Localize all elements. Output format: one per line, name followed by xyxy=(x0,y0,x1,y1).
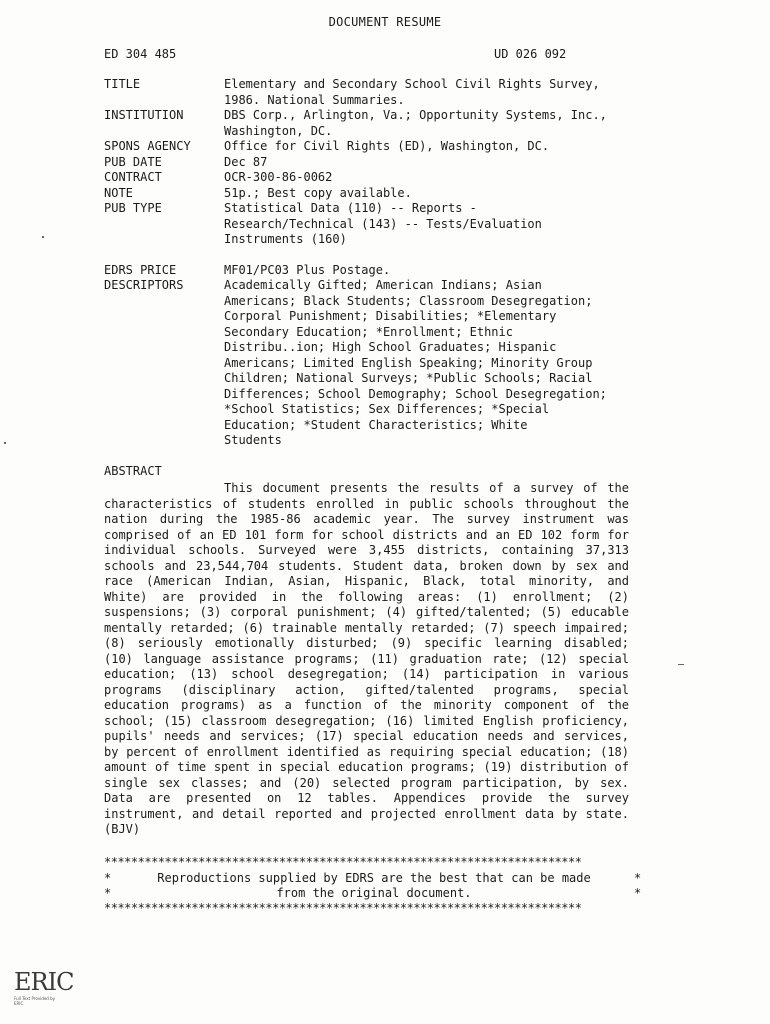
eric-logo xyxy=(14,968,74,1006)
ed-number: ED 304 485 xyxy=(104,47,177,61)
field-row-descriptors xyxy=(104,278,644,449)
field-row-institution xyxy=(104,108,644,139)
field-row-title xyxy=(104,77,644,108)
field-label: EDRS PRICE xyxy=(104,262,177,277)
field-row-contract xyxy=(104,170,644,186)
star-border-bottom: *********************************************************************** xyxy=(104,901,582,915)
field-row-spons-agency xyxy=(104,139,644,155)
scan-speck xyxy=(678,664,684,665)
scan-speck xyxy=(4,442,6,444)
footer-text-1: Reproductions supplied by EDRS are the best that can be made xyxy=(157,871,591,885)
field-label: PUB TYPE xyxy=(104,201,162,215)
star-mark: * xyxy=(104,871,112,885)
eric-logo-word: ERIC xyxy=(14,968,74,996)
field-row-pub-date xyxy=(104,155,644,171)
field-label: CONTRACT xyxy=(104,170,162,184)
abstract-text: This document presents the results of a survey of the characteristics of students enrolled in public schools throughout the nation during the 1985-86 academic year. The survey instrument was comprised of an ED 101 form for school districts and an ED 102 form for individual schools. Surveyed were 3,455 districts, containing 37,313 schools and 23,544,704 students. Student data, broken down by sex and race (American Indian, Asian, Hispanic, Black, total minority, and White) are provided in the following areas: (1) enrollment; (2) suspensions; (3) corporal punishment; (4) gifted/talented; (5) educable mentally retarded; (6) trainable mentally retarded; (7) speech impaired; (8) seriously emotionally disturbed; (9) specific learning disabled; (10) language assistance programs; (11) graduation rate; (12) special education; (13) school desegregation; (14) participation in various programs (disciplinary action, gifted/talented programs, special education programs) as a function of the minority component of the school; (15) classroom desegregation; (16) limited English proficiency, pupils' needs and services; (17) special education needs and services, by percent of enrollment identified as requiring special education; (18) amount of time spent in special education programs; (19) distribution of single sex classes; and (20) selected program participation, by sex. Data are presented on 12 tables. Appendices provide the survey instrument, and detail reported and projected enrollment data by state. (BJV) xyxy=(104,481,629,836)
spacer xyxy=(104,248,644,263)
field-value: OCR-300-86-0062 xyxy=(224,170,333,184)
field-label: SPONS AGENCY xyxy=(104,139,191,153)
footer-text-2: from the original document. xyxy=(276,886,472,900)
star-mark: * xyxy=(634,871,642,885)
field-row-note xyxy=(104,186,644,202)
field-value: Elementary and Secondary School Civil Rights Survey, 1986. National Summaries. xyxy=(224,77,600,107)
field-value: DBS Corp., Arlington, Va.; Opportunity Systems, Inc., Washington, DC. xyxy=(224,108,607,138)
field-row-pub-type xyxy=(104,201,644,248)
page-title: DOCUMENT RESUME xyxy=(328,15,442,29)
eric-logo-subtitle: Full Text Provided by ERIC xyxy=(14,996,56,1006)
field-value: Office for Civil Rights (ED), Washington, DC. xyxy=(224,139,550,153)
star-mark: * xyxy=(634,886,642,900)
field-value: Academically Gifted; American Indians; Asian Americans; Black Students; Classroom Desegregation; Corporal Punishment; Disabilities; *Elementary Secondary Education; *Enrollment; Ethnic Distribu..ion; High School Graduates; Hispanic Americans; Limited English Speaking; Minority Group Children; National Surveys; *Public Schools; Racial Differences; School Demography; School Desegregation; *School Statistics; Sex Differences; *Special Education; *Student Characteristics; White Students xyxy=(224,278,607,447)
abstract-label: ABSTRACT xyxy=(104,464,162,478)
field-value: MF01/PC03 Plus Postage. xyxy=(224,262,391,277)
field-label: INSTITUTION xyxy=(104,108,184,122)
field-row-edrs-price xyxy=(104,263,644,279)
field-value: Statistical Data (110) -- Reports - Research/Technical (143) -- Tests/Evaluation Instruments (160) xyxy=(224,201,542,246)
ud-number: UD 026 092 xyxy=(494,47,567,61)
field-value: Dec 87 xyxy=(224,154,268,169)
field-label: TITLE xyxy=(104,77,141,91)
field-label: DESCRIPTORS xyxy=(104,278,184,292)
star-border-top: *********************************************************************** xyxy=(104,855,582,869)
field-value: 51p.; Best copy available. xyxy=(224,185,412,200)
field-label: PUB DATE xyxy=(104,154,162,169)
field-label: NOTE xyxy=(104,185,133,200)
metadata-fields xyxy=(104,77,644,449)
scan-speck xyxy=(42,236,44,238)
star-mark: * xyxy=(104,886,112,900)
